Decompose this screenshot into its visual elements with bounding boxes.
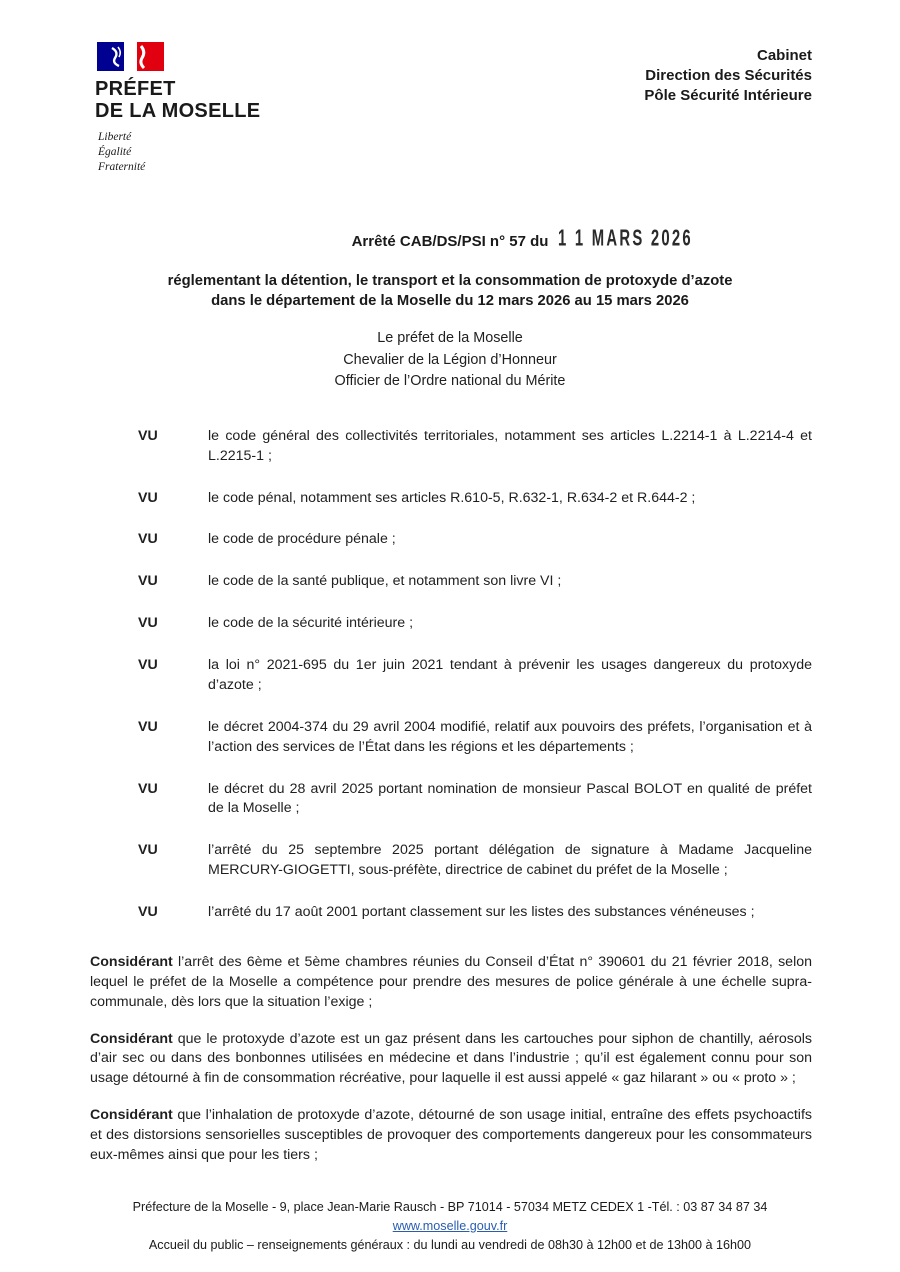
issuing-authority — [0, 328, 900, 393]
considerant-list — [90, 953, 812, 1166]
visa-text: le code général des collectivités territoriales, notamment ses articles L.2214-1 à L.2214-4 et L.2215-1 ; — [208, 427, 812, 464]
motto-liberte: Liberté — [98, 130, 132, 143]
date-stamp: 1 1 MARS 2026 — [558, 225, 693, 251]
visa-item — [90, 427, 812, 467]
considerant-paragraph — [90, 1030, 812, 1090]
service-line-cabinet: Cabinet — [756, 47, 812, 64]
visa-item — [90, 718, 812, 758]
visa-item — [90, 572, 812, 592]
visa-text: le décret 2004-374 du 29 avril 2004 modifié, relatif aux pouvoirs des préfets, l’organisation et à l’action des services de l’État dans les régions et les départements ; — [208, 718, 812, 755]
footer-website-link[interactable]: www.moselle.gouv.fr — [392, 1218, 508, 1233]
prefecture-name — [95, 78, 260, 123]
prefecture-logo — [95, 40, 260, 175]
considerant-text: l’arrêt des 6ème et 5ème chambres réunies du Conseil d’État n° 390601 du 21 février 2018, selon lequel le préfet de la Moselle a compétence pour prendre des mesures de police générale à une échelle supra-communale, dès lors que la situation l’exige ; — [90, 953, 812, 1010]
considerant-paragraph — [90, 953, 812, 1013]
visa-label: VU — [138, 531, 158, 548]
republic-motto — [98, 130, 260, 175]
considerant-text: que le protoxyde d’azote est un gaz présent dans les cartouches pour siphon de chantilly, aérosols d’air sec ou dans des bonbonnes utilisées en médecine et dans l’industrie ; qu’il est également connu pour son usage détourné à fin de consommation récréative, pour laquelle il est aussi appelé « gaz hilarant » ou « proto » ; — [90, 1030, 812, 1087]
visa-label: VU — [138, 904, 158, 921]
decree-body — [90, 427, 812, 1166]
visa-label: VU — [138, 657, 158, 674]
authority-line2: Chevalier de la Légion d’Honneur — [343, 351, 557, 368]
decree-subject-line2: dans le département de la Moselle du 12 mars 2026 au 15 mars 2026 — [211, 293, 689, 310]
motto-fraternite: Fraternité — [98, 160, 146, 173]
page-header — [0, 0, 900, 175]
footer-opening-hours: Accueil du public – renseignements généraux : du lundi au vendredi de 08h30 à 12h00 et de 13h00 à 16h00 — [148, 1237, 752, 1252]
visa-text: la loi n° 2021-695 du 1er juin 2021 tendant à prévenir les usages dangereux du protoxyde d’azote ; — [208, 657, 812, 693]
page-footer — [0, 1198, 900, 1255]
decree-reference: Arrêté CAB/DS/PSI n° 57 du — [351, 232, 549, 250]
visa-text: le décret du 28 avril 2025 portant nomination de monsieur Pascal BOLOT en qualité de préfet de la Moselle ; — [208, 780, 812, 817]
visa-text: le code de la sécurité intérieure ; — [208, 615, 414, 632]
service-line-pole: Pôle Sécurité Intérieure — [644, 86, 812, 104]
visa-label: VU — [138, 615, 158, 632]
considerant-paragraph — [90, 1106, 812, 1166]
prefecture-name-line2: DE LA MOSELLE — [95, 100, 261, 123]
issuing-service — [644, 46, 812, 105]
decree-subject-line1: réglementant la détention, le transport et la consommation de protoxyde d’azote — [167, 272, 733, 289]
visa-text: l’arrêté du 25 septembre 2025 portant délégation de signature à Madame Jacqueline MERCURY-GIOGETTI, sous-préfète, directrice de cabinet du préfet de la Moselle ; — [208, 842, 812, 879]
visa-item — [90, 530, 812, 550]
authority-line3: Officier de l’Ordre national du Mérite — [334, 373, 566, 390]
visa-label: VU — [138, 489, 158, 506]
visa-item — [90, 656, 812, 696]
considerant-text: que l’inhalation de protoxyde d’azote, détourné de son usage initial, entraîne des effets psychoactifs et des distorsions sensorielles susceptibles de provoquer des comportements dangereux pour les consommateurs eux-mêmes ainsi que pour les tiers ; — [90, 1107, 812, 1163]
authority-line1: Le préfet de la Moselle — [377, 330, 523, 346]
motto-egalite: Égalité — [98, 145, 132, 158]
footer-address: Préfecture de la Moselle - 9, place Jean-Marie Rausch - BP 71014 - 57034 METZ CEDEX 1 -Tél. : 03 87 34 87 34 — [132, 1200, 768, 1214]
considerant-label: Considérant — [90, 1030, 173, 1047]
visa-label: VU — [138, 427, 158, 444]
visa-item — [90, 903, 812, 923]
visa-item — [90, 780, 812, 820]
service-line-direction: Direction des Sécurités — [645, 66, 812, 84]
visa-label: VU — [138, 573, 158, 590]
visa-text: le code de la santé publique, et notamment son livre VI ; — [208, 573, 562, 590]
french-flag-marianne-icon — [97, 40, 165, 73]
visa-item — [90, 841, 812, 881]
decree-reference-line — [0, 225, 900, 251]
visa-item — [90, 614, 812, 634]
visa-text: le code de procédure pénale ; — [208, 531, 396, 548]
visa-label: VU — [138, 842, 158, 859]
visa-list — [90, 427, 812, 923]
decree-subject — [0, 271, 900, 312]
visa-text: le code pénal, notamment ses articles R.610-5, R.632-1, R.634-2 et R.644-2 ; — [208, 489, 696, 506]
considerant-label: Considérant — [90, 1107, 173, 1124]
visa-label: VU — [138, 718, 158, 735]
visa-item — [90, 489, 812, 509]
visa-text: l’arrêté du 17 août 2001 portant classement sur les listes des substances vénéneuses ; — [208, 904, 755, 921]
prefecture-name-line1: PRÉFET — [95, 78, 176, 100]
visa-label: VU — [138, 780, 158, 797]
considerant-label: Considérant — [90, 953, 173, 970]
